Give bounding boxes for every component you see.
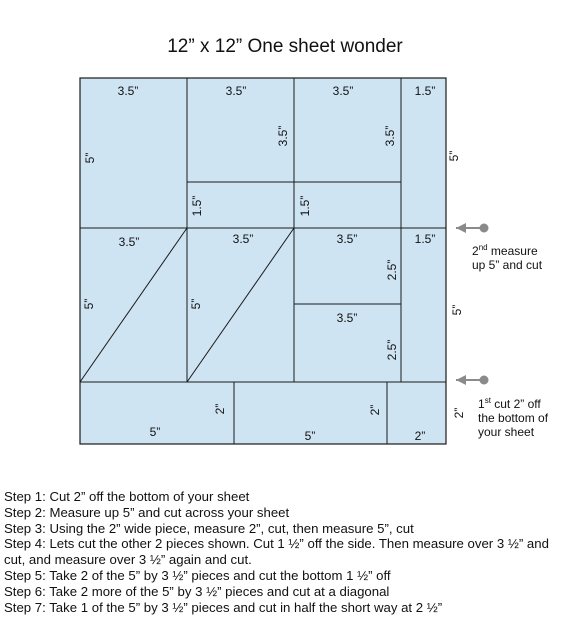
step-2: Step 2: Measure up 5” and cut across your sheet <box>4 504 290 520</box>
ordinal-suffix: st <box>484 396 491 405</box>
dimension-label: 1.5” <box>190 195 204 217</box>
annotation-first-cut <box>478 397 548 439</box>
dimension-label: 2.5” <box>385 259 399 281</box>
dimension-label: 2” <box>368 404 382 416</box>
dimension-label: 5” <box>450 304 464 316</box>
dimension-label: 5” <box>447 150 461 162</box>
dimension-label: 5” <box>304 429 316 443</box>
dimension-label: 1.5” <box>414 232 436 246</box>
dimension-label: 3.5” <box>383 125 397 147</box>
step-4: Step 4: Lets cut the other 2 pieces shown. Cut 1 ½” off the side. Then measure over 3 ½” and cut, and measure over 3 ½” again and cut. <box>4 536 549 568</box>
dimension-label: 2” <box>213 403 227 415</box>
dimension-label: 2” <box>414 429 426 443</box>
dimension-label: 5” <box>189 298 203 310</box>
dimension-label: 2” <box>452 407 466 419</box>
dimension-label: 3.5” <box>332 84 354 98</box>
annotation-text: up 5” and cut <box>472 258 543 272</box>
ordinal: 1 <box>478 397 485 411</box>
dimension-label: 1.5” <box>298 195 312 217</box>
diagram-title: 12” x 12” One sheet wonder <box>167 36 403 57</box>
dimension-label: 3.5” <box>117 84 139 98</box>
step-5: Step 5: Take 2 of the 5” by 3 ½” pieces and cut the bottom 1 ½” off <box>4 567 391 583</box>
annotation-second-cut <box>472 244 542 272</box>
instructions <box>4 489 566 615</box>
dimension-label: 5” <box>149 425 161 439</box>
annotation-text: your sheet <box>478 425 535 439</box>
dimension-label: 3.5” <box>118 235 140 249</box>
dimension-label: 2.5” <box>385 339 399 361</box>
dimension-label: 3.5” <box>276 125 290 147</box>
step-3: Step 3: Using the 2” wide piece, measure 2”, cut, then measure 5”, cut <box>4 520 414 536</box>
dimension-label: 1.5” <box>414 84 436 98</box>
dimension-label: 3.5” <box>336 311 358 325</box>
arrow-marker-first-cut <box>456 375 489 385</box>
dimension-label: 5” <box>82 298 96 310</box>
arrow-marker-second-cut <box>456 223 489 233</box>
step-7: Step 7: Take 1 of the 5” by 3 ½” pieces and cut in half the short way at 2 ½” <box>4 599 443 615</box>
step-6: Step 6: Take 2 more of the 5” by 3 ½” pieces and cut at a diagonal <box>4 583 390 599</box>
dimension-label: 5” <box>83 152 97 164</box>
annotation-text: the bottom of <box>478 411 549 425</box>
ordinal-suffix: nd <box>478 243 488 252</box>
annotation-text: measure <box>487 244 538 258</box>
dimension-label: 3.5” <box>336 232 358 246</box>
annotation-text: cut 2” off <box>490 397 541 411</box>
dimension-label: 3.5” <box>225 84 247 98</box>
ordinal: 2 <box>472 244 479 258</box>
dimension-label: 3.5” <box>232 232 254 246</box>
step-1: Step 1: Cut 2” off the bottom of your sheet <box>4 489 250 504</box>
